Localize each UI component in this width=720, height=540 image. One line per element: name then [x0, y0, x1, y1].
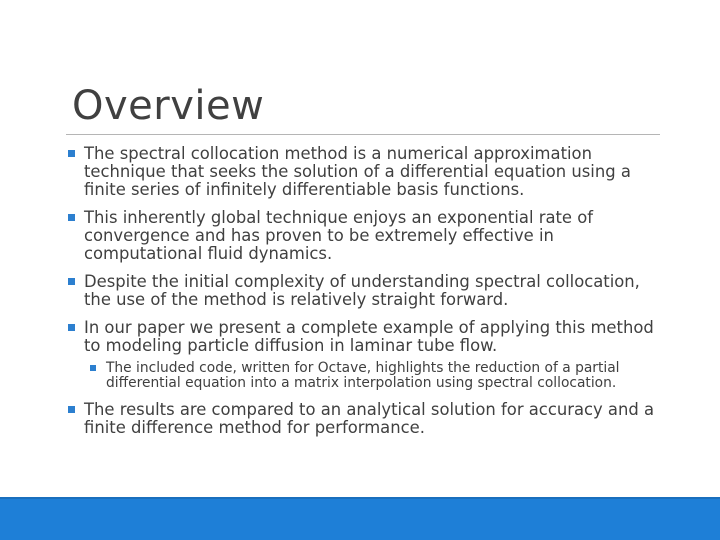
bullet-list: [64, 145, 660, 447]
footer-accent-line: [0, 497, 720, 499]
bullet-text: The spectral collocation method is a numerical approximation technique that seeks the solution of a differential equation using a finite series of infinitely differentiable basis functions.: [84, 144, 631, 199]
sub-bullet-item: [84, 361, 660, 391]
square-bullet-icon: [68, 324, 75, 331]
bullet-item: [64, 273, 660, 309]
square-bullet-icon: [68, 214, 75, 221]
title-divider: [66, 134, 660, 135]
square-bullet-icon: [68, 278, 75, 285]
bullet-text: This inherently global technique enjoys an exponential rate of convergence and has proven to be extremely effective in computational fluid dynamics.: [84, 208, 594, 263]
bullet-text: Despite the initial complexity of understanding spectral collocation, the use of the method is relatively straight forward.: [84, 272, 640, 309]
bullet-item: [64, 209, 660, 263]
sub-bullet-list: [84, 361, 660, 391]
bullet-text: In our paper we present a complete example of applying this method to modeling particle diffusion in laminar tube flow.: [84, 318, 654, 355]
bullet-item: [64, 319, 660, 391]
sub-bullet-text: The included code, written for Octave, highlights the reduction of a partial differential equation into a matrix interpolation using spectral collocation.: [106, 360, 620, 391]
bullet-text: The results are compared to an analytical solution for accuracy and a finite difference method for performance.: [84, 400, 655, 437]
bullet-item: [64, 401, 660, 437]
bullet-item: [64, 145, 660, 199]
square-bullet-icon: [68, 406, 75, 413]
square-bullet-icon: [90, 365, 96, 371]
slide-title: Overview: [72, 83, 265, 129]
square-bullet-icon: [68, 150, 75, 157]
footer-accent-bar: [0, 497, 720, 540]
